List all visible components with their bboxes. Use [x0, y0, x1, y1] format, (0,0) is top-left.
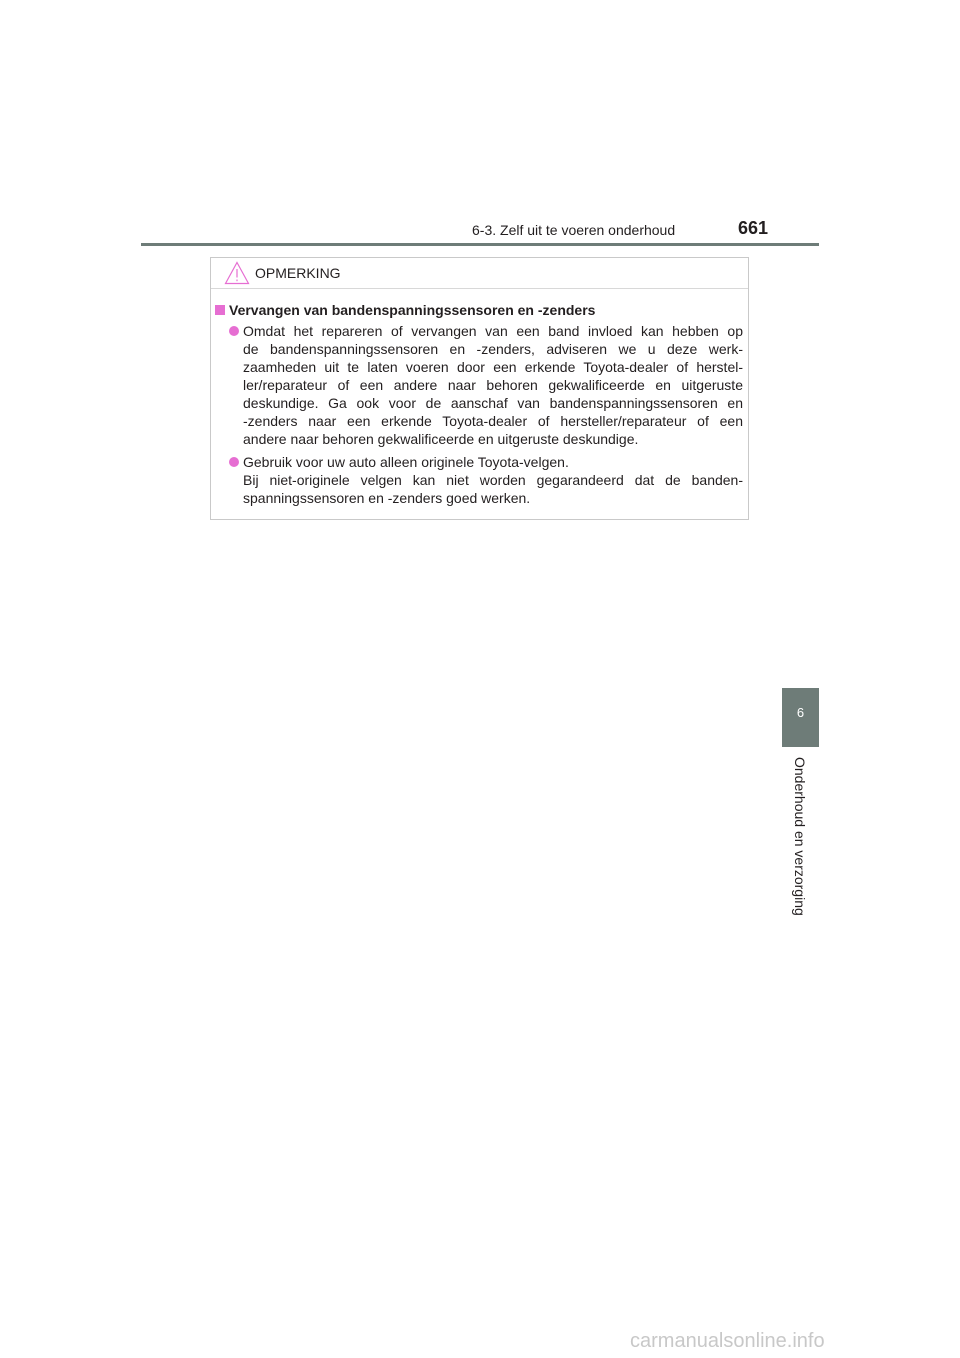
text-line: andere naar behoren gekwalificeerde en uitgeruste deskundige.: [243, 431, 639, 447]
text-line: deskundige. Ga ook voor de aanschaf van bandenspanningssensoren en: [243, 395, 743, 411]
header-section-title: 6-3. Zelf uit te voeren onderhoud: [472, 222, 676, 238]
list-item: [215, 322, 743, 448]
text-line: de bandenspanningssensoren en -zenders, adviseren we u deze werk-: [243, 341, 743, 357]
chapter-number: 6: [796, 705, 805, 720]
notice-header: [211, 258, 748, 289]
chapter-tab: [782, 688, 819, 747]
list-item: [215, 453, 743, 507]
text-line: -zenders naar een erkende Toyota-dealer of hersteller/reparateur of een: [243, 413, 743, 429]
page-number: 661: [738, 218, 769, 238]
warning-triangle-icon: [224, 261, 250, 285]
header-rule: [141, 243, 819, 246]
text-line: zaamheden uit te laten voeren door een erkende Toyota-dealer of herstel-: [243, 359, 743, 375]
text-line: ler/reparateur of een andere naar behoren gekwalificeerde en uitgeruste: [243, 377, 743, 393]
text-line: Bij niet-originele velgen kan niet worden gegarandeerd dat de banden-: [243, 472, 743, 488]
text-line: Omdat het repareren of vervangen van een band invloed kan hebben op: [243, 323, 743, 339]
text-line: spanningssensoren en -zenders goed werken.: [243, 490, 531, 506]
square-bullet-icon: [215, 305, 225, 315]
circle-bullet-icon: [229, 326, 239, 336]
notice-label: OPMERKING: [255, 265, 341, 281]
section-title-text: Vervangen van bandenspanningssensoren en -zenders: [229, 302, 596, 318]
text-line: Gebruik voor uw auto alleen originele Toyota-velgen.: [243, 454, 569, 470]
section-title: [215, 301, 743, 319]
notice-body: [215, 301, 743, 512]
circle-bullet-icon: [229, 457, 239, 467]
notice-box: [210, 257, 749, 520]
watermark: carmanualsonline.info: [630, 1330, 825, 1352]
chapter-title: Onderhoud en verzorging: [792, 757, 808, 916]
